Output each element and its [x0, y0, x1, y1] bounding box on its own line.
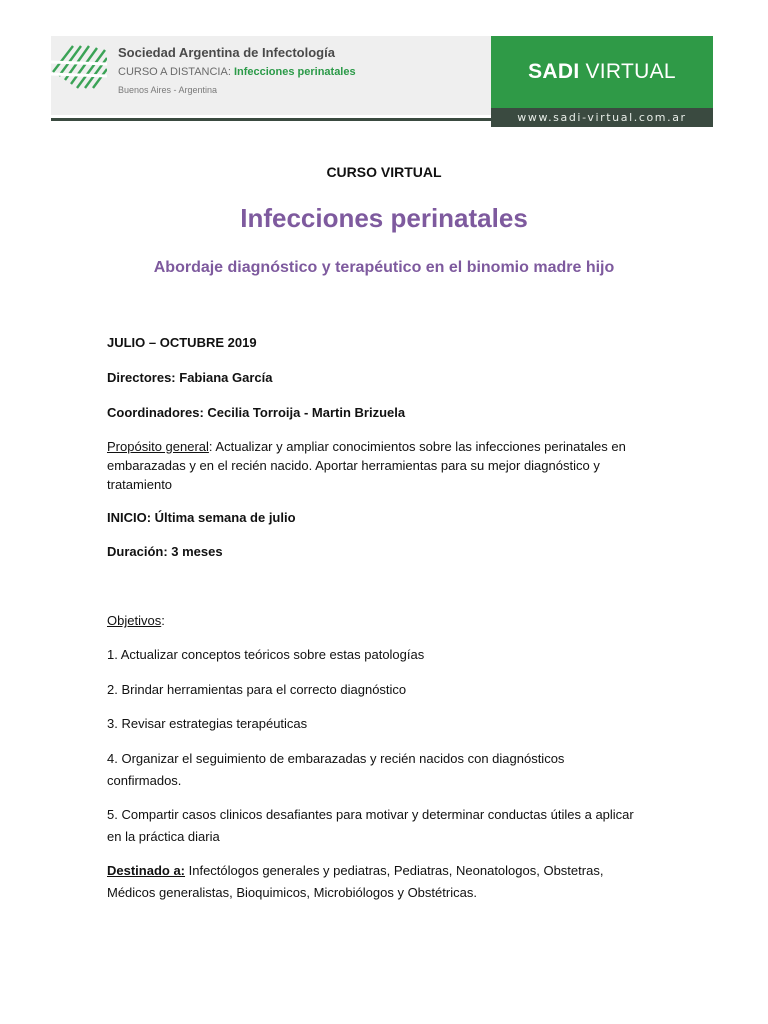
purpose-paragraph: [107, 437, 667, 494]
directors: Directores: Fabiana García: [107, 370, 273, 385]
kicker: CURSO VIRTUAL: [326, 164, 442, 180]
purpose-text: Actualizar y ampliar conocimientos sobre las infecciones perinatales en embarazadas y en el recién nacido. Aportar herramientas para su mejor diagnóstico y tratamiento: [107, 439, 626, 492]
objective-item: 5. Compartir casos clinicos desafiantes para motivar y determinar conductas útiles a aplicar en la práctica diaria: [107, 807, 634, 844]
page-title: Infecciones perinatales: [240, 203, 528, 233]
audience-label: Destinado a:: [107, 863, 186, 878]
brand-bold: SADI: [528, 60, 580, 83]
website-url[interactable]: www.sadi-virtual.com.ar: [491, 108, 713, 127]
coordinators: Coordinadores: Cecilia Torroija - Martin Brizuela: [107, 405, 406, 420]
course-name: Infecciones perinatales: [233, 66, 356, 78]
brand-box: [491, 36, 713, 108]
city-label: Buenos Aires - Argentina: [118, 85, 218, 95]
course-prefix: CURSO A DISTANCIA:: [118, 66, 231, 78]
objective-item: 3. Revisar estrategias terapéuticas: [107, 716, 308, 731]
objectives-colon: :: [161, 613, 165, 628]
brand-rest: VIRTUAL: [585, 60, 676, 83]
objective-item: 1. Actualizar conceptos teóricos sobre estas patologías: [107, 647, 425, 662]
objective-item: 2. Brindar herramientas para el correcto diagnóstico: [107, 682, 407, 697]
audience-text: Infectólogos generales y pediatras, Pediatras, Neonatologos, Obstetras, Médicos generalistas, Bioquimicos, Microbiólogos y Obstétricas.: [107, 863, 604, 900]
objectives-heading: [107, 611, 667, 630]
page-subtitle: Abordaje diagnóstico y terapéutico en el binomio madre hijo: [153, 259, 615, 276]
header-rule: [51, 118, 491, 121]
duration: Duración: 3 meses: [107, 544, 223, 559]
course-line: [118, 66, 356, 78]
org-name: Sociedad Argentina de Infectología: [118, 45, 335, 60]
objective-item: 4. Organizar el seguimiento de embarazadas y recién nacidos con diagnósticos confirmados.: [107, 751, 565, 788]
purpose-colon: :: [208, 439, 213, 454]
course-dates: JULIO – OCTUBRE 2019: [107, 335, 257, 350]
audience-paragraph: [107, 860, 647, 904]
objectives-label: Objetivos: [107, 613, 162, 628]
purpose-label: Propósito general: [107, 439, 209, 454]
start-date: INICIO: Última semana de julio: [107, 510, 296, 525]
sadi-stripes-logo-icon: [51, 42, 107, 90]
